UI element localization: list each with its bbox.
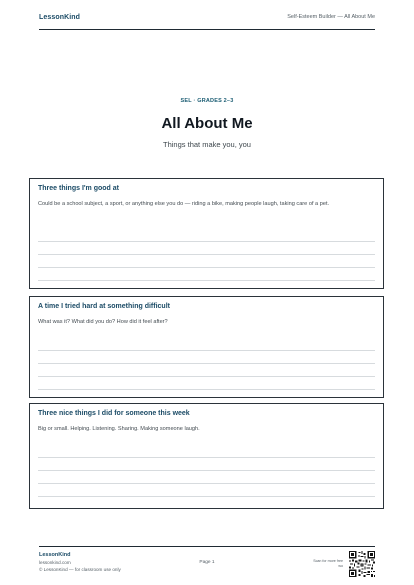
section-prompt: What was it? What did you do? How did it feel after? bbox=[38, 319, 168, 325]
page-title: All About Me bbox=[161, 115, 253, 132]
section-nice-things bbox=[29, 403, 384, 509]
section-heading: A time I tried hard at something difficult bbox=[38, 303, 170, 310]
header-brand: LessonKind bbox=[39, 14, 81, 21]
page-header bbox=[39, 14, 375, 30]
section-prompt: Could be a school subject, a sport, or anything else you do — riding a bike, making people laugh, taking care of a pet. bbox=[38, 201, 330, 207]
footer-brand: LessonKind bbox=[39, 552, 71, 558]
writing-line[interactable] bbox=[38, 376, 375, 377]
title-block bbox=[39, 98, 375, 149]
qr-caption: Scan for more free wo bbox=[313, 559, 343, 568]
page-subtitle: Things that make you, you bbox=[163, 140, 251, 149]
writing-line[interactable] bbox=[38, 389, 375, 390]
writing-line[interactable] bbox=[38, 280, 375, 281]
qr-code-icon[interactable] bbox=[349, 551, 375, 577]
section-prompt: Big or small. Helping. Listening. Sharing. Making someone laugh. bbox=[38, 426, 200, 432]
writing-line[interactable] bbox=[38, 496, 375, 497]
section-heading: Three things I'm good at bbox=[38, 185, 119, 192]
footer-copyright: © LessonKind — for classroom use only bbox=[39, 567, 121, 572]
writing-line[interactable] bbox=[38, 363, 375, 364]
writing-line[interactable] bbox=[38, 483, 375, 484]
footer-site-link[interactable]: lessonkind.com bbox=[39, 560, 71, 565]
writing-line[interactable] bbox=[38, 457, 375, 458]
section-tried-hard bbox=[29, 296, 384, 398]
writing-line[interactable] bbox=[38, 254, 375, 255]
page-footer bbox=[39, 546, 375, 580]
writing-line[interactable] bbox=[38, 350, 375, 351]
page-number: Page 1 bbox=[199, 560, 215, 565]
section-heading: Three nice things I did for someone this week bbox=[38, 410, 190, 417]
writing-line[interactable] bbox=[38, 241, 375, 242]
grade-label: SEL · GRADES 2–3 bbox=[180, 98, 234, 104]
section-good-at bbox=[29, 178, 384, 289]
writing-line[interactable] bbox=[38, 470, 375, 471]
writing-line[interactable] bbox=[38, 267, 375, 268]
header-title: Self-Esteem Builder — All About Me bbox=[287, 14, 375, 20]
